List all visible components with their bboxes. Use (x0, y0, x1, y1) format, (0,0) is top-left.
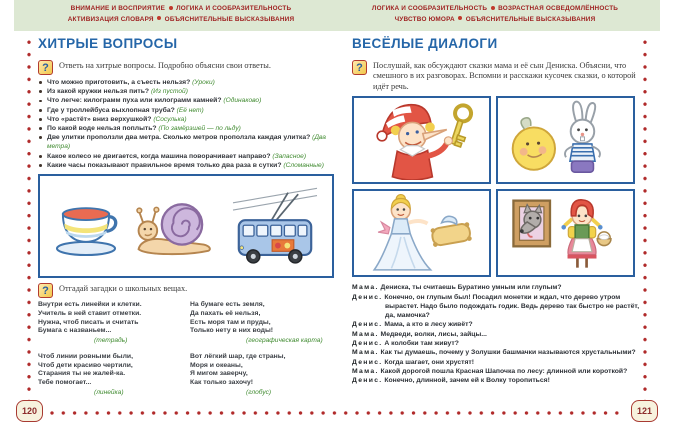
question-task-icon: ? (38, 283, 53, 298)
right-page-title: ВЕСЁЛЫЕ ДИАЛОГИ (352, 36, 498, 51)
left-page-title: ХИТРЫЕ ВОПРОСЫ (38, 36, 178, 51)
picture-cinderella-with-glass-slipper (352, 189, 491, 277)
dialogue-text: А колобки там живут? (384, 340, 459, 347)
question-item (38, 87, 334, 96)
skill-label: ЛОГИКА И СООБРАЗИТЕЛЬНОСТЬ (371, 5, 488, 12)
question-text: Две улитки проползли два метра. Сколько метров проползла каждая улитка? (47, 134, 311, 142)
skill-label: ЛОГИКА И СООБРАЗИТЕЛЬНОСТЬ (176, 5, 292, 12)
answer-text: (Одинаково) (223, 97, 262, 105)
riddle-answer: (географическая карта) (246, 337, 323, 345)
task-instruction: Послушай, как обсуждают сказки мама и её сын Дениска. Объясни, что смешного в их разговорах. Вспомни и расскажи кусочек сказки, о которой идёт речь. (373, 61, 636, 91)
dialogue-line (352, 330, 640, 339)
dialogue-text: Конечно, он глупым был! Посадил монетки и ждал, что дерево утром вырастет. Надо было подождать годик. Ведь дерево так быстро не растёт, да, мамочка? (384, 293, 640, 320)
left-page (38, 60, 334, 404)
skill-label: ЧУВСТВО ЮМОРА (394, 15, 455, 23)
question-item (38, 133, 334, 151)
task-row (38, 60, 334, 75)
speaker-name: Денис. (352, 321, 383, 329)
speaker-name: Денис. (352, 340, 383, 347)
picture-buratino-with-golden-key (352, 96, 491, 184)
speaker-name: Денис. (352, 377, 383, 385)
riddles-column (38, 301, 182, 404)
riddle-map: На бумаге есть земля, Да пахать её нельзя, Есть моря там и пруды, Только нету в них воды! (географическая карта) (190, 301, 334, 346)
dialogue-line (352, 367, 640, 376)
buratino-illustration (359, 100, 485, 180)
question-item (38, 124, 334, 133)
answer-text: (Два метра) (47, 134, 326, 151)
dialogue-line (352, 293, 640, 321)
task-instruction: Отгадай загадки о школьных вещах. (59, 284, 188, 294)
question-item (38, 161, 334, 170)
dialogue-line (352, 376, 640, 385)
dialogue-text: Конечно, длинной, зачем ей к Волку торопиться! (384, 377, 550, 385)
question-item (38, 115, 334, 124)
riddles-column (190, 301, 334, 404)
answer-text: (Её нет) (176, 106, 204, 114)
answer-text: (Уроки) (192, 79, 215, 86)
speaker-name: Денис. (352, 293, 383, 301)
picture-kolobok-and-hare (496, 96, 635, 184)
tricky-questions-list (38, 78, 334, 170)
right-page (352, 60, 640, 385)
speaker-name: Мама. (352, 367, 379, 375)
riddle-answer: (линейка) (94, 388, 124, 396)
fairy-tale-pictures-grid (352, 96, 640, 277)
question-text: Что легче: килограмм пуха или килограмм камней? (47, 97, 222, 105)
question-text: По какой воде нельзя поплыть? (47, 125, 157, 133)
skills-header-line (40, 4, 322, 15)
question-text: Где у троллейбуса выхлопная труба? (47, 106, 175, 114)
riddle-ruler: Чтоб линии ровными были, Чтоб дети красиво чертили, Старания ты не жалей-ка. Тебе помогает... (линейка) (38, 353, 182, 398)
question-item (38, 78, 334, 87)
riddle-answer: (тетрадь) (94, 337, 128, 345)
skills-header-line (40, 15, 322, 26)
task-instruction: Ответь на хитрые вопросы. Подробно объясни свои ответы. (59, 61, 271, 70)
dialogue-text: Когда шагает, они хрустят! (384, 358, 474, 366)
riddle-answer: (глобус) (246, 388, 272, 396)
dialogue-line (352, 283, 640, 292)
cinderella-illustration (360, 193, 484, 273)
riddles-section (38, 301, 334, 404)
picture-wolf-and-red-riding-hood (496, 189, 635, 277)
question-item (38, 152, 334, 161)
dot-separator-icon (157, 16, 161, 20)
trolleybus-illustration (231, 184, 319, 268)
skill-label: АКТИВИЗАЦИЯ СЛОВАРЯ (67, 15, 154, 23)
speaker-name: Мама. (352, 284, 379, 292)
bottom-dotted-border (50, 411, 626, 415)
answer-text: (По замёрзшей — по льду) (158, 125, 241, 133)
skills-header-line (354, 4, 636, 15)
dialogue-text: Как ты думаешь, почему у Золушки башмачки называются хрустальными? (380, 349, 636, 357)
dot-separator-icon (458, 16, 462, 20)
right-page-skills-header (354, 4, 636, 25)
snail-illustration (132, 195, 218, 257)
question-text: Что можно приготовить, а съесть нельзя? (47, 79, 191, 86)
question-text: Какое колесо не двигается, когда машина поворачивает направо? (47, 152, 271, 160)
dialogue-line (352, 358, 640, 367)
page-number-badge: 120 (16, 400, 43, 422)
dialogue-text: Дениска, ты считаешь Буратино умным или глупым? (380, 284, 562, 292)
answer-text: (Сосулька) (153, 115, 187, 123)
answer-text: (Запасное) (272, 152, 307, 160)
riddle-notebook: Внутри есть линейки и клетки. Учитель в ней ставит отметки. Нужна, чтоб писать и считать Бумага с названьем... (тетрадь) (38, 301, 182, 346)
task-row (38, 283, 334, 298)
dialogue-line (352, 348, 640, 357)
teacup-illustration (53, 195, 119, 257)
question-item (38, 96, 334, 105)
kolobok-hare-illustration (504, 100, 628, 180)
dot-separator-icon (169, 6, 173, 10)
riddle-globe: Вот лёгкий шар, где страны, Моря и океаны, Я мигом заверчу, Как только захочу! (глобус) (190, 353, 334, 398)
skill-label: ОБЪЯСНИТЕЛЬНЫЕ ВЫСКАЗЫВАНИЯ (465, 15, 596, 23)
question-text: Из какой кружки нельзя пить? (47, 88, 150, 96)
left-picture-box (38, 174, 334, 278)
page-number-badge: 121 (631, 400, 658, 422)
question-item (38, 106, 334, 115)
question-task-icon: ? (38, 60, 53, 75)
skill-label: ВНИМАНИЕ И ВОСПРИЯТИЕ (70, 5, 166, 12)
left-dotted-border (27, 40, 31, 401)
task-row (352, 60, 640, 92)
left-page-skills-header (40, 4, 322, 25)
answer-text: (Сломанные) (283, 161, 324, 169)
answer-text: (Из пустой) (150, 88, 188, 96)
skills-header-line (354, 15, 636, 26)
dialogue-text: Медведи, волки, лисы, зайцы... (380, 330, 487, 338)
dialogue-text: Какой дорогой пошла Красная Шапочка по лесу: длинной или короткой? (380, 367, 628, 375)
dialogue-text: Мама, а кто в лесу живёт? (384, 321, 473, 329)
dialogue-line (352, 320, 640, 329)
skill-label: ОБЪЯСНИТЕЛЬНЫЕ ВЫСКАЗЫВАНИЯ (164, 15, 295, 23)
question-text: Что «растёт» вниз верхушкой? (47, 115, 152, 123)
speaker-name: Мама. (352, 349, 379, 357)
right-dotted-border (643, 40, 647, 401)
dialogue-line (352, 339, 640, 348)
speaker-name: Мама. (352, 330, 379, 338)
skill-label: ВОЗРАСТНАЯ ОСВЕДОМЛЁННОСТЬ (498, 5, 619, 12)
dot-separator-icon (491, 6, 495, 10)
speaker-name: Денис. (352, 358, 383, 366)
question-task-icon: ? (352, 60, 367, 75)
dialogue-section (352, 283, 640, 385)
wolf-red-riding-hood-illustration (504, 193, 628, 273)
question-text: Какие часы показывают правильное время только два раза в сутки? (47, 161, 282, 169)
